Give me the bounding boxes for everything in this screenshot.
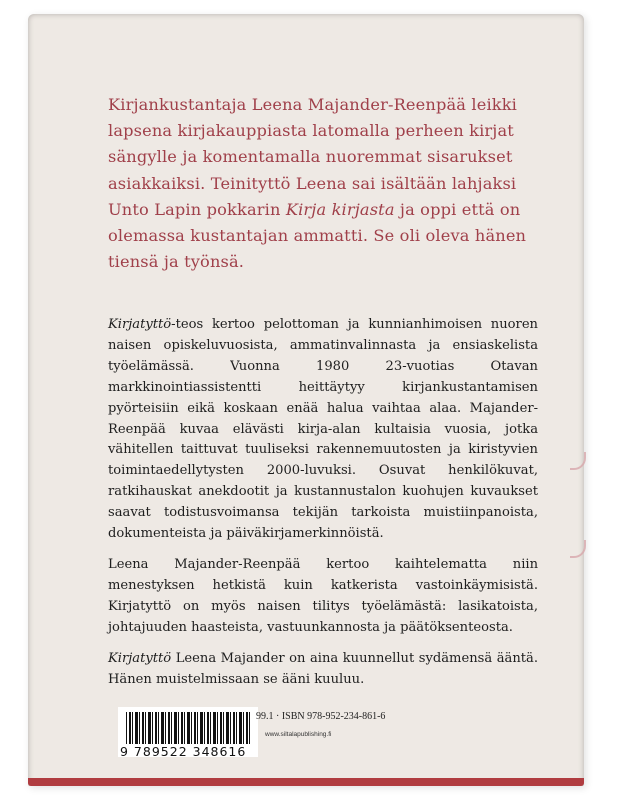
intro-line: olemassa kustantajan ammatti. Se oli oleva hänen [108,226,527,246]
intro-line: tiensä ja työnsä. [108,252,245,272]
book-title: Kirjatyttö [108,650,172,666]
intro-line: ja oppi että on [394,199,521,219]
intro-line: sängylle ja komentamalla nuoremmat sisarukset [108,147,513,167]
intro-line: lapsena kirjakauppiasta latomalla perheen kirjat [108,121,514,141]
intro-line: asiakkaiksi. Teinityttö Leena sai isältään lahjaksi [108,173,517,193]
description-text [108,315,538,690]
paragraph-text: Leena Majander-Reenpää kertoo kaihtelematta niin menestyksen hetkistä kuin katkerista vastoinkäymisistä. Kirjatyttö on myös naisen tilitys työelämästä: lasikatoista, johtajuuden haasteista, vastuunkannosta ja päätöksenteosta. [108,556,538,635]
cover-edge [28,778,584,786]
paragraph [108,315,538,545]
barcode-number: 9 789522 348616 [120,744,247,759]
paragraph-text: Leena Majander on aina kuunnellut sydämensä ääntä. Hänen muistelmissaan se ääni kuuluu. [108,650,538,687]
book-title: Kirjatyttö [108,317,172,332]
intro-line: Unto Lapin pokkarin [108,199,286,219]
barcode-bars [126,712,250,744]
price-isbn: 99.1 · ISBN 978-952-234-861-6 [256,711,386,722]
book-title-reference: Kirja kirjasta [285,199,395,219]
paragraph-text: -teos kertoo pelottoman ja kunnianhimoisen nuoren naisen opiskeluvuosista, ammatinvalinnasta ja ensiaskelista työelämässä. Vuonna 1980 23-vuotias Otavan markkinointiassistentti heittäytyy kirjankustantamisen pyörteisiin eikä koskaan enää halua vaihtaa alaa. Majander-Reenpää kuvaa elävästi kirja-alan kultaisia vuosia, jotka vähitellen taittuvat tuuliseksi rakennemuutosten ja kiristyvien toimintaedellytysten 2000-luvuksi. Osuvat henkilökuvat, ratkihauskat anekdootit ja kustannustalon kuohujen kuvaukset saavat todistusvoimansa tekijän tarkoista muistiinpanoista, dokumenteista ja päiväkirjamerkinnöistä. [108,317,538,542]
publisher-url: www.siltalapublishing.fi [265,731,332,738]
intro-line: Kirjankustantaja Leena Majander-Reenpää leikki [108,95,518,114]
barcode [118,707,258,757]
paragraph [108,649,538,691]
paragraph [108,555,538,639]
intro-text [108,92,540,275]
